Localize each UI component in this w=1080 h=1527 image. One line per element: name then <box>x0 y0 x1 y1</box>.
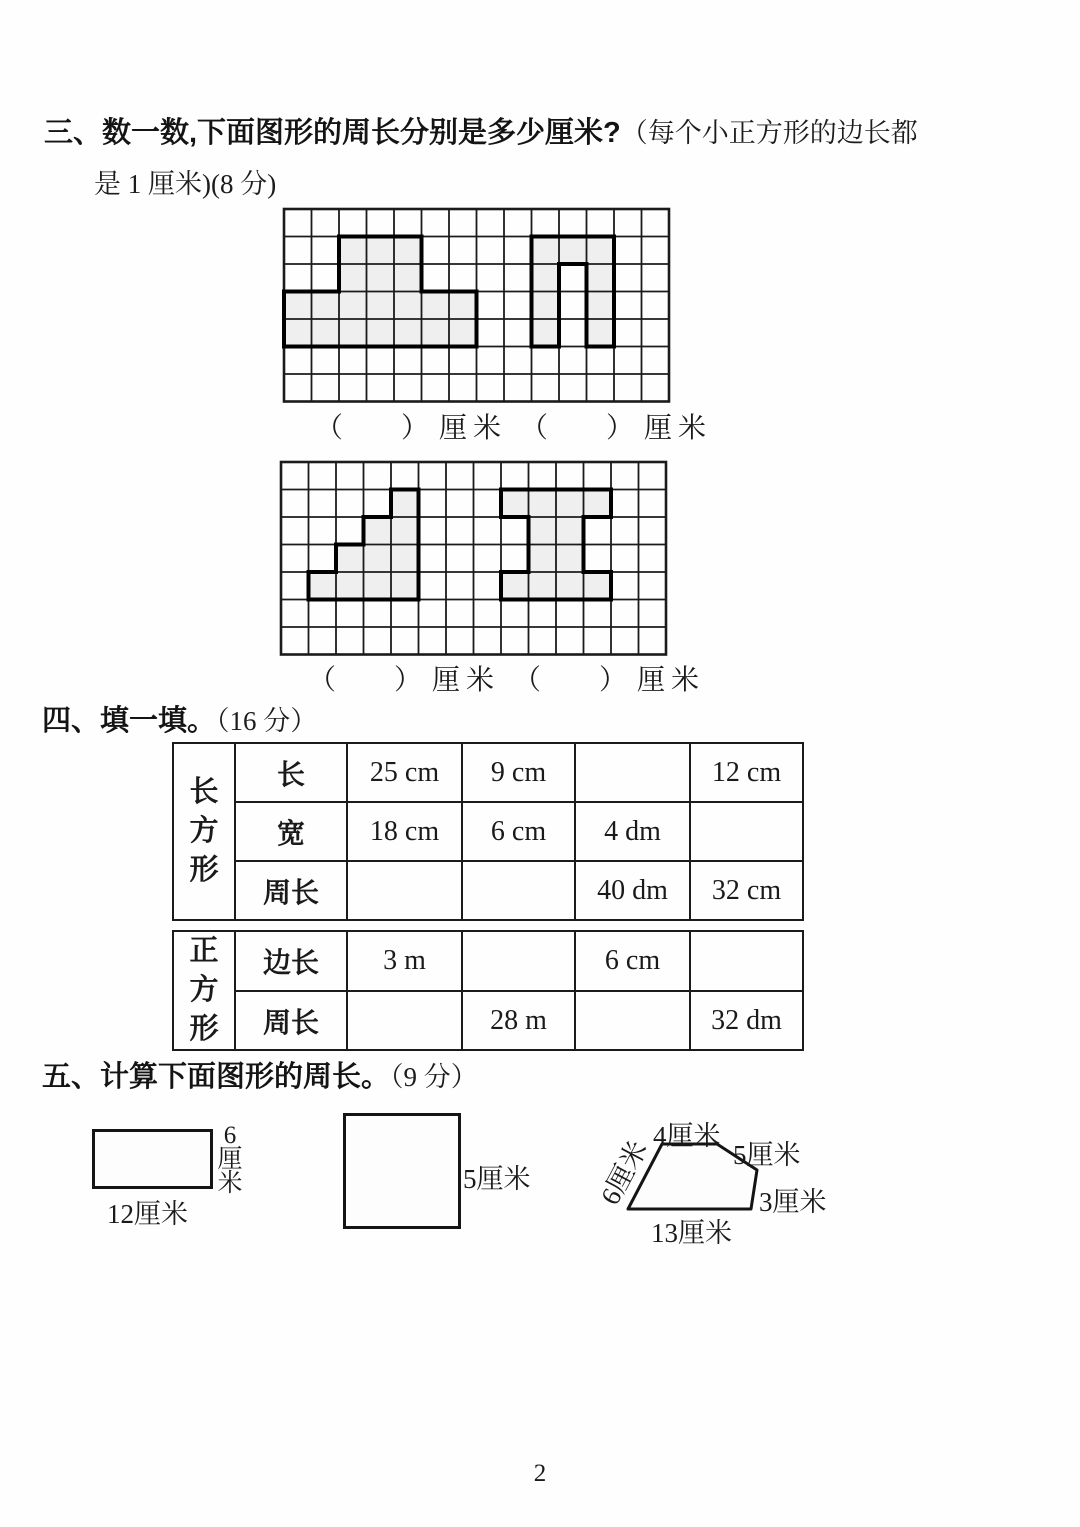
section4-heading-note: （16 分） <box>216 706 318 736</box>
close-paren: ） <box>394 665 423 696</box>
unit-label: 厘米 <box>439 413 508 444</box>
square-fill-table <box>172 930 804 1051</box>
unit-label: 厘米 <box>644 413 713 444</box>
table2-label-perimeter: 周长 <box>235 991 347 1051</box>
open-paren: （ <box>513 665 542 696</box>
rectangle-height-label: 6厘米 <box>217 1122 243 1197</box>
grid-figure-1 <box>281 206 672 410</box>
close-paren: ） <box>606 413 635 444</box>
table2-row-header: 正方形 <box>173 931 235 1050</box>
pentagon-upper-right-label: 5厘米 <box>733 1140 801 1170</box>
table1-cell: 12 cm <box>690 743 803 802</box>
page-number: 2 <box>533 1460 547 1487</box>
rectangle-width-label: 12厘米 <box>107 1199 188 1229</box>
answer-blank-grid2-left <box>308 658 500 698</box>
table1-cell: 18 cm <box>347 802 462 861</box>
rectangle-fill-table <box>172 742 804 921</box>
table1-row-header: 长方形 <box>173 743 235 920</box>
table1-cell: 32 cm <box>690 861 803 920</box>
pentagon-right-label: 3厘米 <box>759 1187 827 1217</box>
table2-label-side: 边长 <box>235 931 347 991</box>
open-paren: （ <box>315 413 344 444</box>
table1-cell-empty <box>575 743 690 802</box>
rectangle-shape <box>92 1129 213 1189</box>
answer-blank-grid2-right <box>513 658 705 698</box>
table1-cell: 40 dm <box>575 861 690 920</box>
section3-heading-note: （每个小正方形的边长都 <box>620 118 918 148</box>
section5-heading-note: （9 分） <box>390 1062 478 1092</box>
close-paren: ） <box>401 413 430 444</box>
unit-label: 厘米 <box>637 665 706 696</box>
unit-label: 厘米 <box>432 665 501 696</box>
pentagon-top-label: 4厘米 <box>653 1121 721 1151</box>
close-paren: ） <box>599 665 628 696</box>
square-shape <box>343 1113 461 1229</box>
table2-cell: 32 dm <box>690 991 803 1051</box>
section3-heading-bold: 三、数一数,下面图形的周长分别是多少厘米? <box>44 117 621 149</box>
table1-label-perimeter: 周长 <box>235 861 347 920</box>
section4-heading-bold: 四、填一填。 <box>42 705 217 737</box>
table1-label-width: 宽 <box>235 802 347 861</box>
table1-cell-empty <box>347 861 462 920</box>
table2-cell-empty <box>347 991 462 1051</box>
table1-cell: 9 cm <box>462 743 575 802</box>
table1-cell: 4 dm <box>575 802 690 861</box>
table1-cell-empty <box>690 802 803 861</box>
square-side-label: 5厘米 <box>463 1164 531 1194</box>
grid-figure-2 <box>278 459 669 663</box>
section5-heading <box>42 1054 478 1095</box>
table2-cell-empty <box>690 931 803 991</box>
pentagon-left-label: 6厘米 <box>594 1135 654 1210</box>
section4-heading <box>42 698 317 739</box>
table1-cell-empty <box>462 861 575 920</box>
table1-label-length: 长 <box>235 743 347 802</box>
answer-blank-grid1-right <box>520 406 712 446</box>
open-paren: （ <box>520 413 549 444</box>
table2-cell-empty <box>575 991 690 1051</box>
open-paren: （ <box>308 665 337 696</box>
section3-heading-line2: 是 1 厘米)(8 分) <box>94 169 277 199</box>
table2-cell: 28 m <box>462 991 575 1051</box>
pentagon-bottom-label: 13厘米 <box>651 1218 732 1248</box>
table2-cell: 3 m <box>347 931 462 991</box>
table1-cell: 25 cm <box>347 743 462 802</box>
table2-cell-empty <box>462 931 575 991</box>
answer-blank-grid1-left <box>315 406 507 446</box>
section5-heading-bold: 五、计算下面图形的周长。 <box>42 1061 391 1093</box>
table1-cell: 6 cm <box>462 802 575 861</box>
table2-cell: 6 cm <box>575 931 690 991</box>
section3-heading <box>44 110 918 151</box>
